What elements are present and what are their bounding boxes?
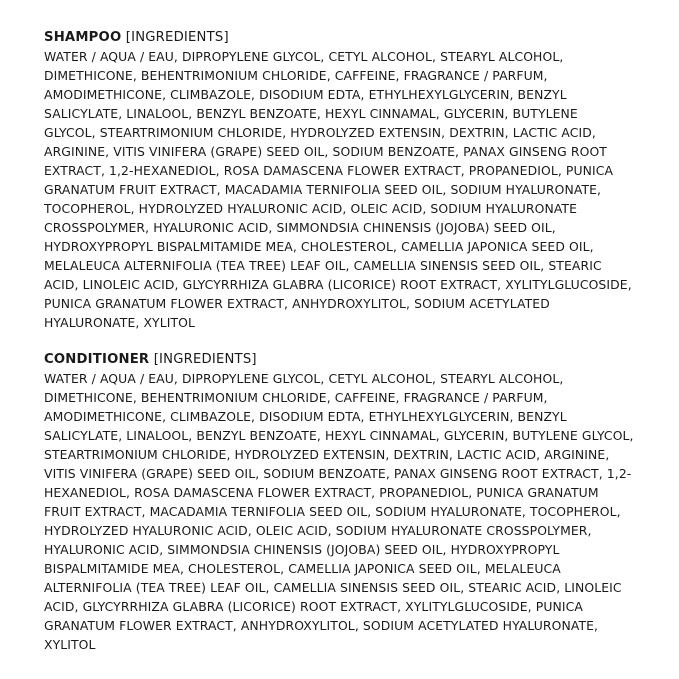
conditioner-heading	[44, 350, 653, 369]
shampoo-ingredients-list	[44, 47, 653, 332]
ingredient-line: CROSSPOLYMER, HYALURONIC ACID, SIMMONDSIA CHINENSIS (JOJOBA) SEED OIL,	[44, 220, 556, 235]
ingredient-line: WATER / AQUA / EAU, DIPROPYLENE GLYCOL, CETYL ALCOHOL, STEARYL ALCOHOL,	[44, 371, 564, 386]
ingredient-line: HYDROLYZED HYALURONIC ACID, OLEIC ACID, SODIUM HYALURONATE CROSSPOLYMER,	[44, 523, 592, 538]
ingredient-line: HEXANEDIOL, ROSA DAMASCENA FLOWER EXTRACT, PROPANEDIOL, PUNICA GRANATUM	[44, 485, 599, 500]
ingredient-line: WATER / AQUA / EAU, DIPROPYLENE GLYCOL, CETYL ALCOHOL, STEARYL ALCOHOL,	[44, 49, 564, 64]
ingredient-line: BISPALMITAMIDE MEA, CHOLESTEROL, CAMELLIA JAPONICA SEED OIL, MELALEUCA	[44, 561, 561, 576]
ingredient-line: PUNICA GRANATUM FLOWER EXTRACT, ANHYDROXYLITOL, SODIUM ACETYLATED	[44, 296, 550, 311]
ingredient-line: FRUIT EXTRACT, MACADAMIA TERNIFOLIA SEED OIL, SODIUM HYALURONATE, TOCOPHEROL,	[44, 504, 621, 519]
ingredient-line: STEARTRIMONIUM CHLORIDE, HYDROLYZED EXTENSIN, DEXTRIN, LACTIC ACID, ARGININE,	[44, 447, 610, 462]
ingredient-line: GLYCOL, STEARTRIMONIUM CHLORIDE, HYDROLYZED EXTENSIN, DEXTRIN, LACTIC ACID,	[44, 125, 596, 140]
ingredient-line: HYDROXYPROPYL BISPALMITAMIDE MEA, CHOLESTEROL, CAMELLIA JAPONICA SEED OIL,	[44, 239, 594, 254]
ingredient-line: AMODIMETHICONE, CLIMBAZOLE, DISODIUM EDTA, ETHYLHEXYLGLYCERIN, BENZYL	[44, 409, 567, 424]
ingredient-line: AMODIMETHICONE, CLIMBAZOLE, DISODIUM EDTA, ETHYLHEXYLGLYCERIN, BENZYL	[44, 87, 567, 102]
ingredient-line: DIMETHICONE, BEHENTRIMONIUM CHLORIDE, CAFFEINE, FRAGRANCE / PARFUM,	[44, 68, 548, 83]
shampoo-heading	[44, 28, 653, 47]
ingredient-line: TOCOPHEROL, HYDROLYZED HYALURONIC ACID, OLEIC ACID, SODIUM HYALURONATE	[44, 201, 578, 216]
ingredient-line: ACID, GLYCYRRHIZA GLABRA (LICORICE) ROOT EXTRACT, XYLITYLGLUCOSIDE, PUNICA	[44, 599, 583, 614]
shampoo-ingredients-tag: [INGREDIENTS]	[125, 30, 229, 45]
ingredient-line: ARGININE, VITIS VINIFERA (GRAPE) SEED OIL, SODIUM BENZOATE, PANAX GINSENG ROOT	[44, 144, 607, 159]
ingredient-line: HYALURONIC ACID, SIMMONDSIA CHINENSIS (JOJOBA) SEED OIL, HYDROXYPROPYL	[44, 542, 560, 557]
ingredient-line: XYLITOL	[44, 637, 96, 652]
ingredient-line: GRANATUM FLOWER EXTRACT, ANHYDROXYLITOL, SODIUM ACETYLATED HYALURONATE,	[44, 618, 599, 633]
ingredient-line: MELALEUCA ALTERNIFOLIA (TEA TREE) LEAF OIL, CAMELLIA SINENSIS SEED OIL, STEARIC	[44, 258, 602, 273]
shampoo-section	[44, 28, 653, 332]
ingredient-line: ALTERNIFOLIA (TEA TREE) LEAF OIL, CAMELLIA SINENSIS SEED OIL, STEARIC ACID, LINOLEIC	[44, 580, 622, 595]
conditioner-ingredients-list	[44, 369, 653, 654]
ingredient-line: EXTRACT, 1,2-HEXANEDIOL, ROSA DAMASCENA FLOWER EXTRACT, PROPANEDIOL, PUNICA	[44, 163, 614, 178]
ingredient-line: SALICYLATE, LINALOOL, BENZYL BENZOATE, HEXYL CINNAMAL, GLYCERIN, BUTYLENE	[44, 106, 578, 121]
shampoo-title: SHAMPOO	[44, 30, 122, 45]
ingredient-line: ACID, LINOLEIC ACID, GLYCYRRHIZA GLABRA (LICORICE) ROOT EXTRACT, XYLITYLGLUCOSIDE,	[44, 277, 632, 292]
ingredient-line: VITIS VINIFERA (GRAPE) SEED OIL, SODIUM BENZOATE, PANAX GINSENG ROOT EXTRACT, 1,2-	[44, 466, 632, 481]
ingredient-line: GRANATUM FRUIT EXTRACT, MACADAMIA TERNIFOLIA SEED OIL, SODIUM HYALURONATE,	[44, 182, 602, 197]
ingredient-line: HYALURONATE, XYLITOL	[44, 315, 196, 330]
ingredient-line: SALICYLATE, LINALOOL, BENZYL BENZOATE, HEXYL CINNAMAL, GLYCERIN, BUTYLENE GLYCOL,	[44, 428, 634, 443]
conditioner-section	[44, 350, 653, 654]
ingredient-line: DIMETHICONE, BEHENTRIMONIUM CHLORIDE, CAFFEINE, FRAGRANCE / PARFUM,	[44, 390, 548, 405]
conditioner-ingredients-tag: [INGREDIENTS]	[153, 352, 257, 367]
conditioner-title: CONDITIONER	[44, 352, 150, 367]
